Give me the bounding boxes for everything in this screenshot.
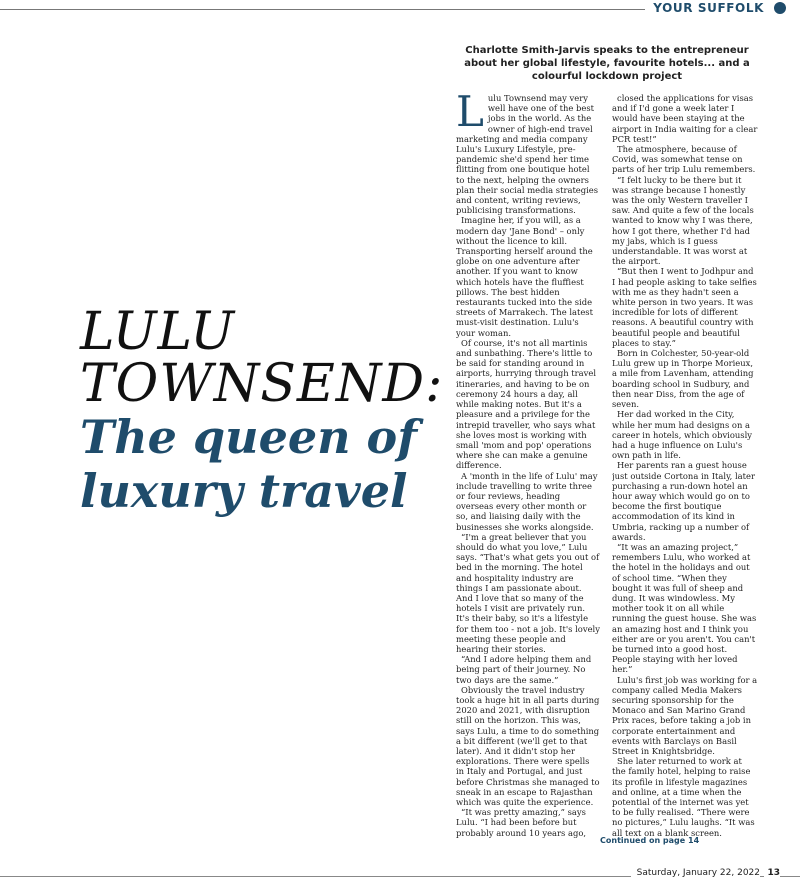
article-paragraph [612, 409, 758, 460]
paragraph-text: Lulu's first job was working for a company called Media Makers securing sponsorship for the Monaco and San Marino Grand Prix races, before taking a job in corporate entertainment and events with Barclays on Basil Street in Knightsbridge. [612, 674, 758, 756]
headline-name-line1: LULU [80, 302, 236, 362]
paragraph-text: Imagine her, if you will, as a modern day 'Jane Bond' – only without the licence to kill. Transporting herself around the globe on one adventure after another. If you want to know which hotels have the fluffiest pillows. The best hidden restaurants tucked into the side streets of Marrakech. The latest must-visit destination. Lulu's your woman. [456, 215, 593, 338]
headline-name-line2: TOWNSEND: [80, 354, 444, 414]
paragraph-text: Born in Colchester, 50-year-old Lulu grew up in Thorpe Morieux, a mile from Lavenham, attending boarding school in Sudbury, and then near Diss, from the age of seven. [612, 348, 754, 410]
headline [80, 302, 460, 518]
paragraph-text: Obviously the travel industry took a huge hit in all parts during 2020 and 2021, with disruption still on the horizon. This was, says Lulu, a time to do something a bit different (we'll get to that later). And it didn't stop her explorations. There were spells in Italy and Portugal, and just before Christmas she managed to sneak in an escape to Rajasthan which was quite the experience. [456, 684, 600, 808]
article-paragraph [456, 338, 600, 471]
section-dot-icon [774, 2, 786, 14]
article-paragraph [456, 807, 600, 839]
article-paragraph [456, 93, 600, 215]
paragraph-text: Her dad worked in the City, while her mum had designs on a career in hotels, which obviously had a huge influence on Lulu's own path in life. [612, 409, 753, 461]
paragraph-text: “But then I went to Jodhpur and I had people asking to take selfies with me as they hadn't seen a white person in two years. It was incredible for lots of different reasons. A beautiful country with beautiful people and beautiful places to stay.” [612, 266, 757, 348]
paragraph-text: “And I adore helping them and being part of their journey. No two days are the same.” [456, 654, 592, 685]
article-paragraph [612, 542, 758, 675]
article-paragraph [456, 471, 600, 532]
article-column-1 [456, 93, 600, 839]
page-footer [0, 868, 800, 890]
paragraph-text: A 'month in the life of Lulu' may include travelling to write three or four reviews, heading overseas every other month or so, and liaising daily with the businesses she works alongside. [456, 470, 598, 532]
article-paragraph [456, 654, 600, 685]
article-paragraph [456, 685, 600, 807]
article-paragraph [612, 93, 758, 144]
paragraph-text: “It was an amazing project,” remembers Lulu, who worked at the hotel in the holidays and out of school time. “When they bought it was full of sheep and dung. It was windowless. My mother took it on all while running the guest house. She was an amazing host and I think you either are or you aren't. You can't be turned into a good host. People staying with her loved her.” [612, 541, 757, 675]
article-paragraph [612, 175, 758, 267]
paragraph-text: She later returned to work at the family hotel, helping to raise its profile in lifestyle magazines and online, at a time when the potential of the internet was yet to be fully realised. “There were no pictures,” Lulu laughs. “It was all text on a blank screen. [612, 756, 755, 838]
article-paragraph [456, 532, 600, 654]
section-label: YOUR SUFFOLK [645, 1, 764, 15]
paragraph-text: “I'm a great believer that you should do what you love,” Lulu says. “That's what gets you out of bed in the morning. The hotel and hospitality industry are things I am passionate about. And I love that so many of the hotels I visit are privately run. It's their baby, so it's a lifestyle for them too - not a job. It's lovely meeting these people and hearing their stories. [456, 531, 600, 654]
section-header [0, 0, 800, 22]
article-paragraph [612, 266, 758, 348]
paragraph-text: Of course, it's not all martinis and sunbathing. There's little to be said for standing around in airports, hurrying through travel itineraries, and having to be on ceremony 24 hours a day, all while making notes. But it's a pleasure and a privilege for the intrepid traveller, who says what she loves most is working with small 'mom and pop' operations where she can make a genuine difference. [456, 337, 597, 471]
paragraph-text: ulu Townsend may very well have one of the best jobs in the world. As the owner of high-end travel marketing and media company Lulu's Luxury Lifestyle, pre-pandemic she'd spend her time flitting from one boutique hotel to the next, helping the owners plan their social media strategies and content, writing reviews, publicising transformations. [456, 93, 599, 216]
paragraph-text: The atmosphere, because of Covid, was somewhat tense on parts of her trip Lulu remembers. [612, 144, 756, 175]
drop-cap: L [456, 93, 484, 136]
article-paragraph [612, 348, 758, 409]
article-paragraph [612, 756, 758, 838]
article-column-2 [612, 93, 758, 839]
headline-sub-line1: The queen of [80, 410, 418, 464]
header-rule [0, 9, 738, 10]
article-paragraph [456, 215, 600, 337]
continued-note: Continued on page 14 [600, 836, 700, 845]
paragraph-text: closed the applications for visas and if I'd gone a week later I would have been staying at the airport in India waiting for a clear PCR test!” [612, 93, 758, 144]
article-paragraph [612, 675, 758, 757]
standfirst: Charlotte Smith-Jarvis speaks to the entrepreneur about her global lifestyle, favourite hotels... and a colourful lockdown project [464, 45, 750, 82]
paragraph-text: Her parents ran a guest house just outside Cortona in Italy, later purchasing a run-down hotel an hour away which would go on to become the first boutique accommodation of its kind in Umbria, racking up a number of awards. [612, 460, 756, 542]
headline-sub-line2: luxury travel [80, 464, 408, 518]
paragraph-text: “I felt lucky to be there but it was strange because I honestly was the only Western traveller I saw. And quite a few of the locals wanted to know why I was there, how I got there, whether I'd had my jabs, which is I guess understandable. It was worst at the airport. [612, 174, 754, 267]
article-paragraph [612, 144, 758, 175]
paragraph-text: “It was pretty amazing,” says Lulu. “I had been before but probably around 10 years ago, [456, 807, 587, 838]
footer-date: Saturday, January 22, 2022 [631, 868, 760, 878]
article-paragraph [612, 460, 758, 542]
page-number: 13 [764, 868, 780, 878]
